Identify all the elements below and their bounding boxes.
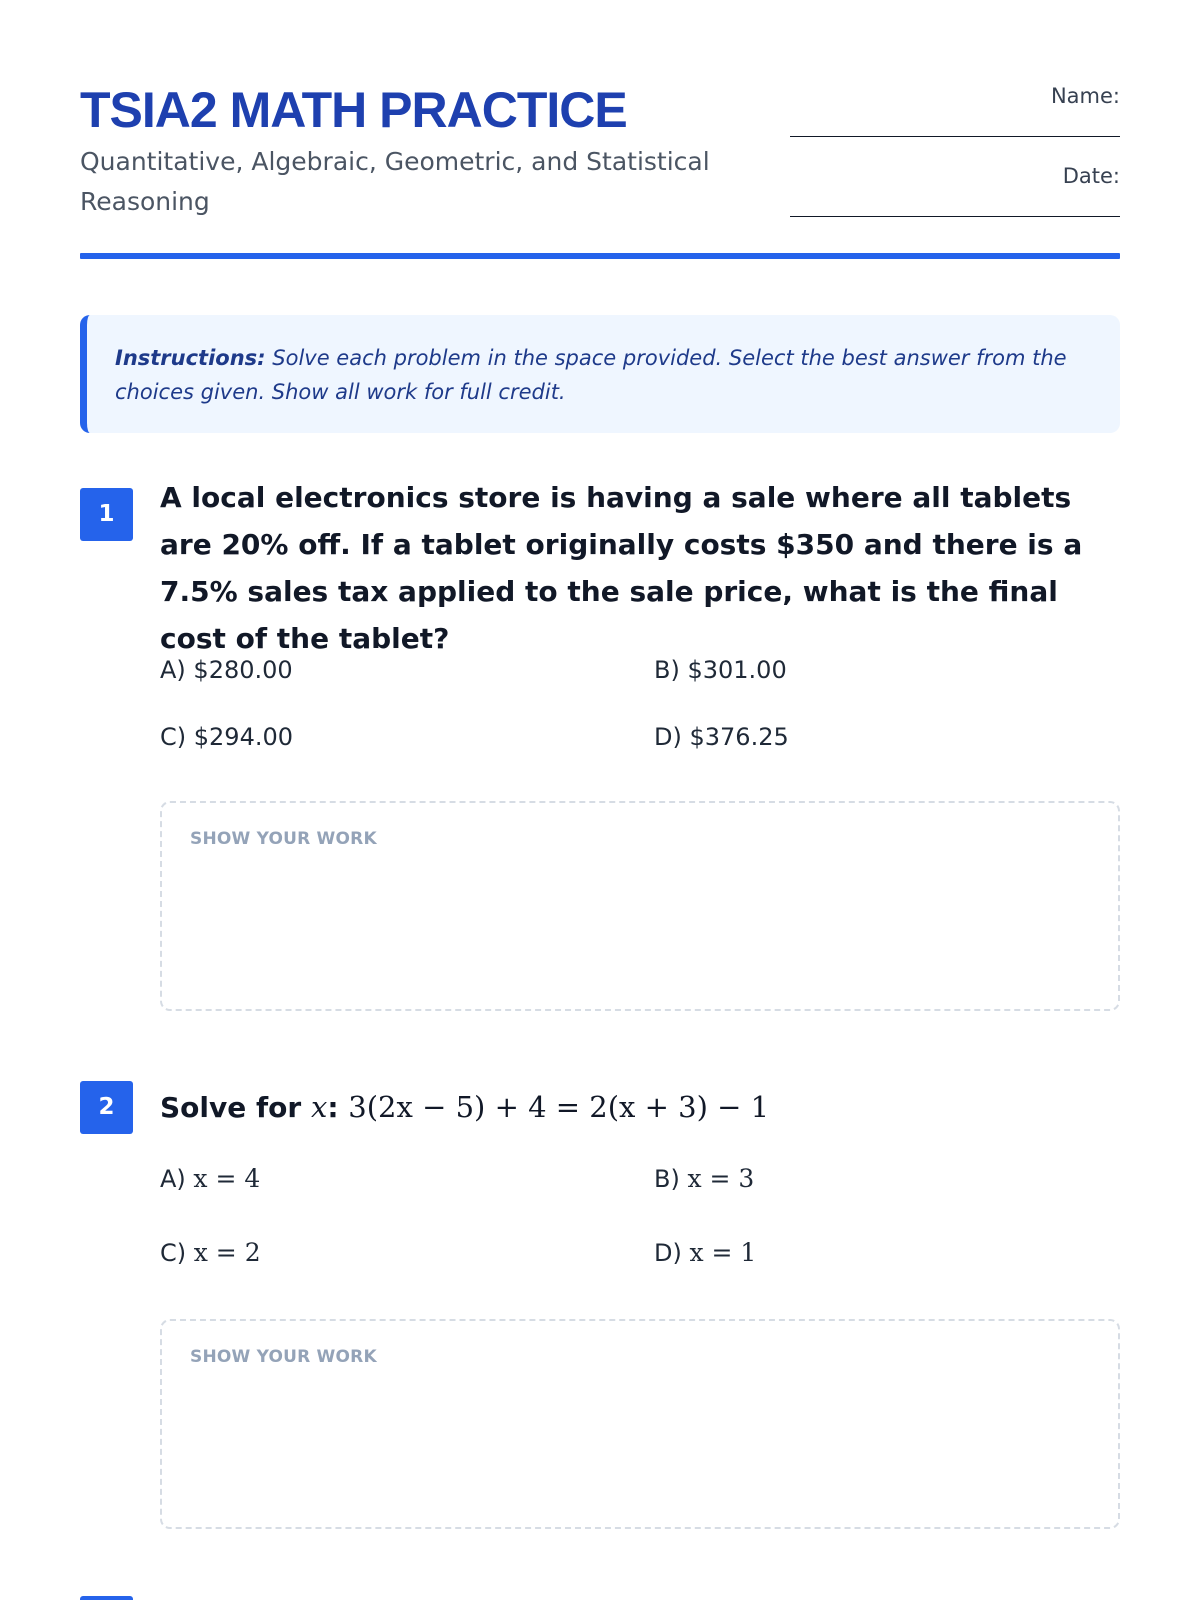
page-title: TSIA2 MATH PRACTICE [80, 82, 627, 138]
question-prefix: Solve for [160, 1091, 302, 1124]
choice-value: $280.00 [193, 656, 293, 684]
header-divider [80, 253, 1120, 259]
name-label: Name: [1050, 84, 1120, 108]
name-field [790, 80, 1120, 160]
question-number-badge-partial [80, 1596, 133, 1600]
choice-letter: A) [160, 1165, 186, 1193]
choice-value: x = 2 [193, 1238, 261, 1267]
work-area[interactable] [160, 1319, 1120, 1529]
name-line [790, 136, 1120, 137]
choice-c[interactable] [160, 723, 293, 751]
instructions-box [80, 315, 1120, 433]
instructions-text: Solve each problem in the space provided. Select the best answer from the choices given. Show all work for full credit. [115, 346, 1067, 404]
choice-letter: D) [654, 723, 682, 751]
choice-letter: A) [160, 656, 186, 684]
date-field [790, 160, 1120, 240]
choice-value: $294.00 [193, 723, 294, 751]
instructions-lead: Instructions: [115, 346, 266, 370]
choice-d[interactable] [654, 1238, 756, 1267]
date-label: Date: [1062, 164, 1120, 188]
worksheet-page [80, 0, 1120, 1600]
question-text: Solve for x: 3(2x − 5) + 4 = 2(x + 3) − 1 [160, 1090, 770, 1124]
choice-letter: C) [160, 1239, 187, 1267]
choice-a[interactable] [160, 656, 293, 684]
choice-letter: B) [654, 656, 680, 684]
choice-b[interactable] [654, 1164, 754, 1193]
choice-c[interactable] [160, 1238, 261, 1267]
work-area[interactable] [160, 801, 1120, 1011]
choice-value: $376.25 [689, 723, 789, 751]
choice-b[interactable] [654, 656, 787, 684]
date-line [790, 216, 1120, 217]
choice-letter: C) [160, 723, 187, 751]
question-equation: 3(2x − 5) + 4 = 2(x + 3) − 1 [348, 1090, 770, 1124]
choice-letter: B) [654, 1165, 680, 1193]
question-text: A local electronics store is having a sale where all tablets are 20% off. If a tablet originally costs $350 and there is a 7.5% sales tax applied to the sale price, what is the final cost of the tablet? [160, 481, 1083, 655]
work-area-label: SHOW YOUR WORK [190, 829, 377, 849]
choice-value: x = 4 [193, 1164, 261, 1193]
page-subtitle: Quantitative, Algebraic, Geometric, and Statistical Reasoning [80, 147, 710, 216]
choice-d[interactable] [654, 723, 789, 751]
choice-value: x = 1 [689, 1238, 757, 1267]
choice-value: x = 3 [687, 1164, 755, 1193]
choice-letter: D) [654, 1239, 682, 1267]
question-variable: x [310, 1090, 328, 1124]
student-info [790, 80, 1120, 240]
worksheet-header [80, 80, 1120, 260]
choice-value: $301.00 [687, 656, 787, 684]
work-area-label: SHOW YOUR WORK [190, 1347, 377, 1367]
question-number-badge: 1 [80, 488, 133, 541]
question-number-badge: 2 [80, 1081, 133, 1134]
choice-a[interactable] [160, 1164, 260, 1193]
